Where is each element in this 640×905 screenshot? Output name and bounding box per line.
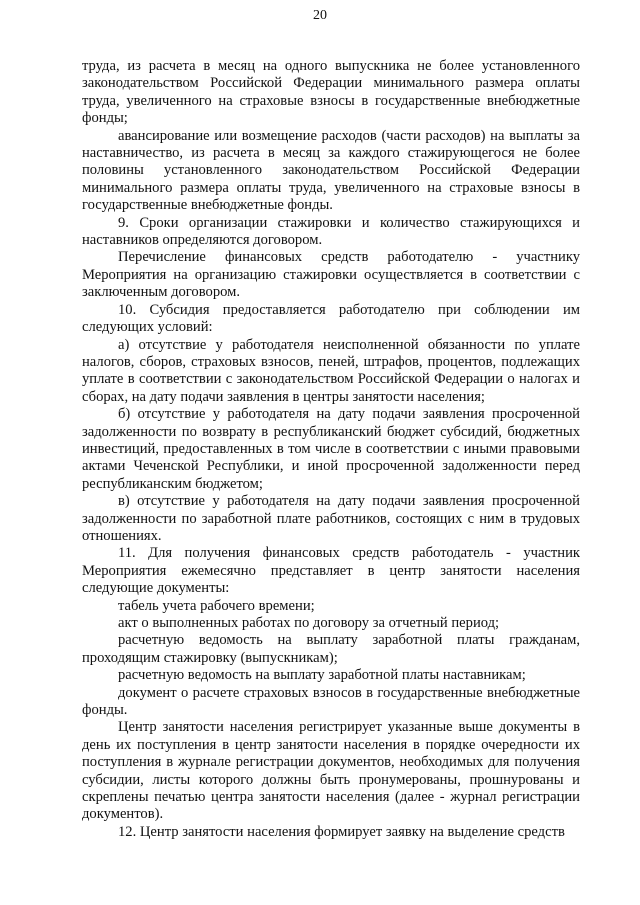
document-list-item: документ о расчете страховых взносов в государственные внебюджетные фонды. <box>82 684 580 719</box>
paragraph: Перечисление финансовых средств работодателю - участнику Мероприятия на организацию стажировки осуществляется в соответствии с заключенным договором. <box>82 249 580 301</box>
document-list-item: расчетную ведомость на выплату заработной платы гражданам, проходящим стажировку (выпускникам); <box>82 632 580 666</box>
paragraph-item-10: 10. Субсидия предоставляется работодателю при соблюдении им следующих условий: <box>82 301 580 336</box>
paragraph-item-12: 12. Центр занятости населения формирует заявку на выделение средств <box>118 823 565 840</box>
paragraph-item-9: 9. Сроки организации стажировки и количество стажирующихся и наставников определяются договором. <box>82 214 580 249</box>
document-list-item: табель учета рабочего времени; <box>118 597 315 614</box>
document-body <box>82 58 580 841</box>
paragraph: труда, из расчета в месяц на одного выпускника не более установленного законодательством Российской Федерации минимального размера оплаты труда, увеличенного на страховые взносы в государственные внебюджетные фонды; <box>82 58 580 127</box>
paragraph: авансирование или возмещение расходов (части расходов) на выплаты за наставничество, из расчета в месяц за каждого стажирующегося не более половины установленного законодательством Российской Федерации минимального размера оплаты труда, увеличенного на страховые взносы в государственные внебюджетные фонды. <box>82 127 580 214</box>
document-list-item: расчетную ведомость на выплату заработной платы наставникам; <box>118 667 526 684</box>
condition-b: б) отсутствие у работодателя на дату подачи заявления просроченной задолженности по возврату в республиканский бюджет субсидий, бюджетных инвестиций, предоставленных в том числе в соответствии с иными правовыми актами Чеченской Республики, и иной просроченной задолженности перед республиканским бюджетом; <box>82 406 580 492</box>
paragraph: Центр занятости населения регистрирует указанные выше документы в день их поступления в центр занятости населения в порядке очередности их поступления в журнале регистрации документов, необходимых для получения субсидии, листы которого должны быть пронумерованы, прошнурованы и скреплены печатью центра занятости населения (далее - журнал регистрации документов). <box>82 719 580 823</box>
document-list-item: акт о выполненных работах по договору за отчетный период; <box>118 615 500 631</box>
paragraph-item-11: 11. Для получения финансовых средств работодатель - участник Мероприятия ежемесячно представляет в центр занятости населения следующие документы: <box>82 545 580 597</box>
page-number: 20 <box>313 8 327 23</box>
condition-c: в) отсутствие у работодателя на дату подачи заявления просроченной задолженности по заработной плате работников, состоящих с ним в трудовых отношениях. <box>82 493 580 544</box>
condition-a: а) отсутствие у работодателя неисполненной обязанности по уплате налогов, сборов, страховых взносов, пеней, штрафов, процентов, подлежащих уплате в соответствии с законодательством Российской Федерации о налогах и сборах, на дату подачи заявления в центры занятости населения; <box>82 336 580 405</box>
